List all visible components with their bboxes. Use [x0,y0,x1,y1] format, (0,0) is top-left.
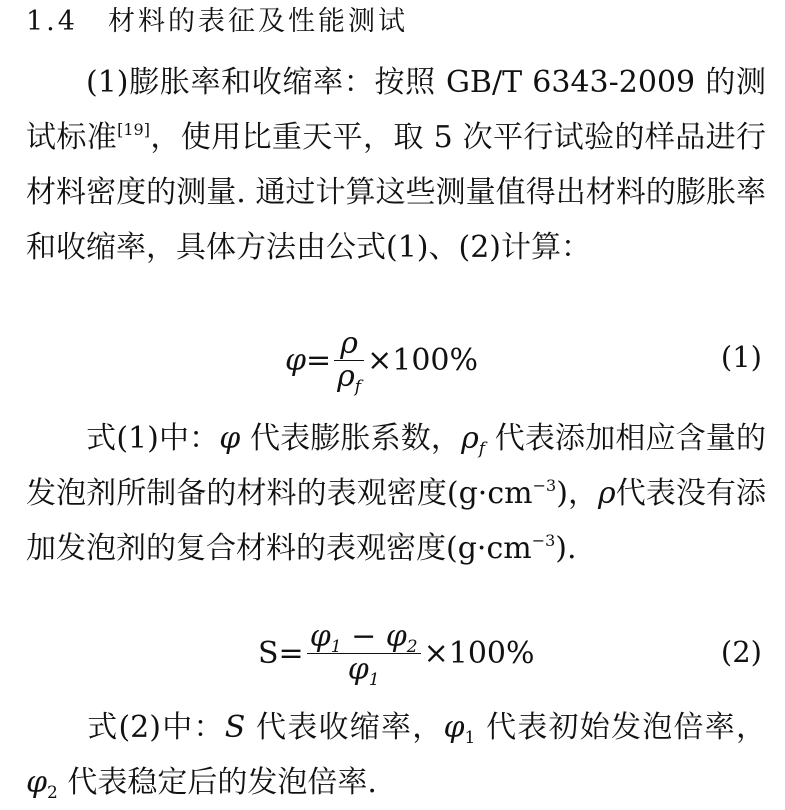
fraction-numerator: $\varphi_1 - \varphi_2$ [309,618,418,657]
formula-expansion [285,325,478,405]
symbol-rho-f: ρ [461,421,479,456]
equation-number: (2) [720,635,762,669]
unit-exponent: −3 [531,531,556,550]
section-title: 材料的表征及性能测试 [107,6,408,37]
formula-shrinkage [258,618,535,698]
formula-lhs: φ= [285,342,332,378]
paragraph-definitions-1: 式(1)中：φ 代表膨胀系数，$\rho_f$ 代表添加相应含量的发泡剂所制备的材料的表观密度$(g\cdot cm^{-3})$，ρ代表没有添加发泡剂的复合材料的表观密度$(g\cdot cm^{-3})$. [26,421,766,566]
symbol-phi1: φ [443,710,465,745]
paragraph-method [26,55,766,275]
symbol-rho: ρ [598,476,616,511]
symbol-s: S [224,710,246,745]
symbol-phi: φ [219,421,241,456]
paragraph-definitions-2: 式(2)中：S 代表收缩率，$\varphi_1$ 代表初始发泡倍率，$\varphi_2$ 代表稳定后的发泡倍率. [26,710,766,803]
formula-rhs: ×100% [367,342,478,378]
fraction-denominator: $\rho_f$ [337,358,362,397]
section-number: 1.4 [26,6,78,37]
fraction-denominator: $\varphi_1$ [347,651,380,690]
citation-ref: [19] [117,120,150,139]
symbol-phi2: φ [26,765,48,800]
unit-exponent: −3 [532,476,557,495]
fraction-numerator: ρ [340,325,358,361]
paragraph-text: (1)膨胀率和收缩率：按照 GB/T 6343-2009 的测试标准 [26,65,766,155]
formula-fraction [307,618,421,690]
formula-lhs: S= [258,635,304,671]
section-heading [26,2,408,42]
formula-rhs: ×100% [423,635,535,671]
equation-number: (1) [720,340,762,374]
formula-fraction [334,325,364,397]
paragraph-text: ，使用比重天平，取 5 次平行试验的样品进行材料密度的测量. 通过计算这些测量值得出材料的膨胀率和收缩率，具体方法由公式(1)、(2)计算： [26,120,766,265]
